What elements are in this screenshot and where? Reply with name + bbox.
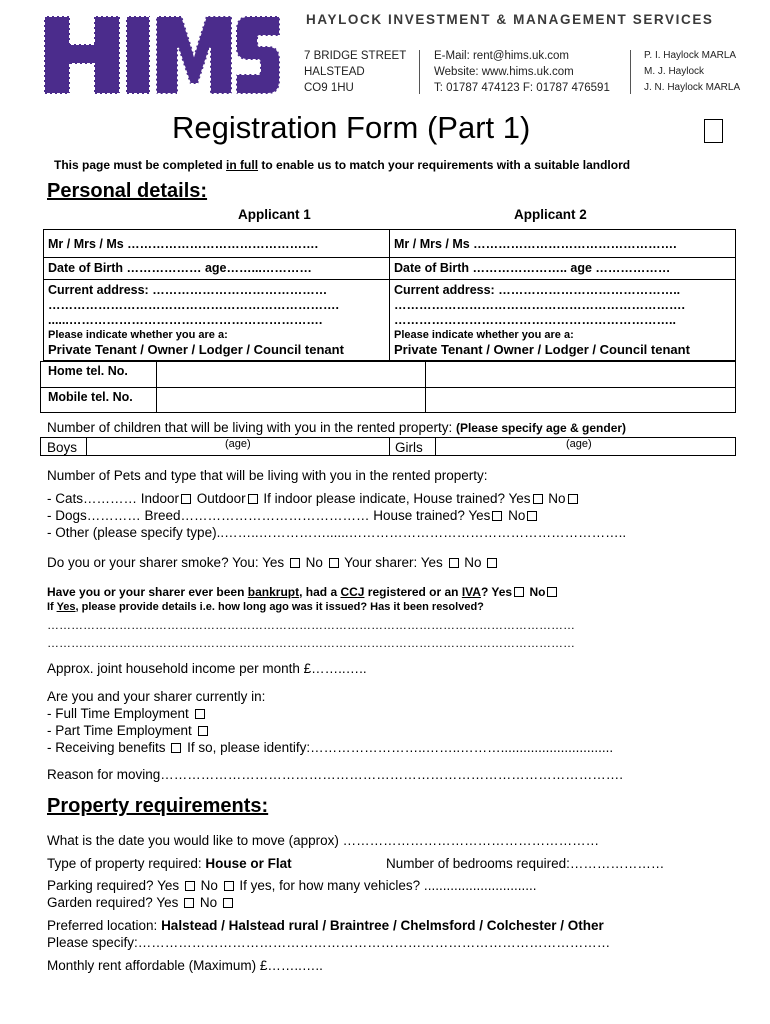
children-question-text: Number of children that will be living with you in the rented property: [47,420,456,435]
monthly-rent-line[interactable]: Monthly rent affordable (Maximum) £……..….. [47,958,323,973]
applicant-2-dob-field[interactable]: Date of Birth ………………….. age ……………… [390,258,736,280]
parking-yes-checkbox[interactable] [185,881,195,891]
cats-trained-no-checkbox[interactable] [568,494,578,504]
location-halstead[interactable]: Halstead [161,918,218,933]
pets-cats-line [47,491,580,506]
sharer-smoke-no-checkbox[interactable] [487,558,497,568]
property-type-line [47,856,292,871]
location-braintree[interactable]: Braintree [329,918,390,933]
dogs-trained-yes-checkbox[interactable] [492,511,502,521]
you-smoke-yes-checkbox[interactable] [290,558,300,568]
parking-no-label: No [196,878,222,893]
smoke-you-label: Do you or your sharer smoke? You: Yes [47,555,288,570]
subtitle [54,158,630,172]
bankrupt-no-label: No [526,585,546,599]
address-line: ……………………………………………………………. [48,298,339,312]
boys-age-hint: (age) [225,438,251,450]
garden-no-label: No [196,895,221,910]
dogs-no-label: No [504,508,526,523]
pets-dogs-line [47,508,539,523]
location-separator: / [475,918,487,933]
personal-details-table [43,229,736,361]
smoke-sharer-label: Your sharer: Yes [340,555,447,570]
outdoor-checkbox[interactable] [248,494,258,504]
children-note: (Please specify age & gender) [455,421,627,435]
pets-question: Number of Pets and type that will be living with you in the rented property: [47,468,488,483]
ccj-word: CCJ [340,585,365,599]
iva-word: IVA [461,585,481,599]
outdoor-label: Outdoor [193,491,246,506]
income-line[interactable]: Approx. joint household income per month £……..….. [47,661,367,676]
cats-label: - Cats………… Indoor [47,491,180,506]
garden-line [47,895,235,910]
children-question [47,420,626,435]
location-separator: / [389,918,401,933]
tenure-prompt: Please indicate whether you are a: [394,329,574,341]
header-divider [630,50,631,94]
applicant-2-address-field[interactable] [390,280,736,361]
children-table [40,437,736,456]
pets-other-line[interactable]: - Other (please specify type)..……..……………......…………………………………………………….. [47,525,627,540]
bankrupt-word: bankrupt [247,585,300,599]
person-2: M. J. Haylock [644,66,705,77]
bankrupt-details-line-2[interactable]: …………………………………………………………………………………………………………………… [47,636,575,650]
address-line: ……………………………………………………………. [394,298,685,312]
bankrupt-no-checkbox[interactable] [547,587,557,597]
address-line: ......……………………………………………………. [48,313,323,327]
bankrupt-details-line-1[interactable]: …………………………………………………………………………………………………………………… [47,618,575,632]
smoke-line [47,555,499,570]
garden-yes-checkbox[interactable] [184,898,194,908]
subtitle-emphasis: in full [226,158,259,172]
personal-details-heading: Personal details: [47,180,208,202]
location-separator: / [217,918,229,933]
dogs-trained-no-checkbox[interactable] [527,511,537,521]
garden-no-checkbox[interactable] [223,898,233,908]
location-other[interactable]: Other [567,918,604,933]
applicant-1-dob-field[interactable]: Date of Birth ……………… age……...………… [44,258,390,280]
address-line: Current address: …………………………………… [48,283,328,297]
subtitle-text-end: to enable us to match your requirements with a suitable landlord [258,158,631,172]
reason-for-moving-line[interactable]: Reason for moving…………………………………………………………………………………………. [47,767,624,782]
tenure-prompt: Please indicate whether you are a: [48,329,228,341]
children-col-divider [389,438,390,455]
benefits-label: - Receiving benefits [47,740,170,755]
applicant-1-header: Applicant 1 [238,207,311,222]
location-chelmsford[interactable]: Chelmsford [400,918,476,933]
details-yes-word: Yes [56,601,76,613]
part-time-label: - Part Time Employment [47,723,196,738]
full-time-checkbox[interactable] [195,709,205,719]
bankrupt-question [47,585,559,599]
bankrupt-text: Have you or your sharer ever been [47,585,248,599]
header-divider [419,50,420,94]
address-line-3: CO9 1HU [304,82,354,94]
move-date-line[interactable]: What is the date you would like to move (approx) ………………………………………………… [47,833,600,848]
applicant-1-home-tel-field[interactable] [157,362,424,387]
employment-question: Are you and your sharer currently in: [47,689,266,704]
full-time-label: - Full Time Employment [47,706,193,721]
phone-line: T: 01787 474123 F: 01787 476591 [434,82,610,94]
mobile-tel-label: Mobile tel. No. [48,390,133,404]
bedrooms-line[interactable]: Number of bedrooms required:………………… [386,856,665,871]
smoke-no-label: No [301,555,327,570]
tenure-options[interactable]: Private Tenant / Owner / Lodger / Council tenant [394,342,690,357]
tenure-options[interactable]: Private Tenant / Owner / Lodger / Council tenant [48,342,344,357]
bankrupt-details-prompt [47,601,484,613]
boys-field[interactable] [87,438,388,455]
address-line: ………………………………………………………….. [394,313,676,327]
location-separator: / [318,918,330,933]
bankrupt-text: , had a [299,585,341,599]
phone-table [40,361,736,413]
location-label: Preferred location: [47,918,162,933]
location-specify-line[interactable]: Please specify:…………………………………………………………………………………………… [47,935,611,950]
details-text: If [47,601,57,613]
email-line: E-Mail: rent@hims.uk.com [434,50,570,62]
property-type-label: Type of property required: [47,856,206,871]
title-checkbox[interactable] [704,119,723,143]
you-smoke-no-checkbox[interactable] [329,558,339,568]
applicant-2-header: Applicant 2 [514,207,587,222]
benefits-line [47,740,613,755]
applicant-1-address-field[interactable] [44,280,390,361]
dogs-label: - Dogs………… Breed…………………………………… House trained? Yes [47,508,491,523]
girls-field[interactable] [436,438,735,455]
location-colchester[interactable]: Colchester [486,918,557,933]
bankrupt-yes-checkbox[interactable] [514,587,524,597]
boys-label: Boys [47,440,78,455]
details-text: , please provide details i.e. how long ago was it issued? Has it been resolved? [75,601,484,613]
page-title: Registration Form (Part 1) [172,110,531,145]
cats-no-label: No [544,491,566,506]
preferred-location-line [47,918,604,933]
girls-label: Girls [395,440,423,455]
cats-trained-label: If indoor please indicate, House trained? Yes [259,491,531,506]
person-1: P. I. Haylock MARLA [644,50,737,61]
applicant-2-home-tel-field[interactable] [426,362,735,387]
address-line: Current address: …………………………………….. [394,283,681,297]
garden-label: Garden required? Yes [47,895,183,910]
location-separator: / [556,918,568,933]
address-line-1: 7 BRIDGE STREET [304,50,407,62]
applicant-2-mobile-tel-field[interactable] [426,388,735,412]
hims-logo [42,14,282,96]
sharer-no-label: No [460,555,486,570]
applicant-2-name-field[interactable]: Mr / Mrs / Ms …………………………………………. [390,230,736,258]
applicant-1-name-field[interactable]: Mr / Mrs / Ms ………………………………………. [44,230,390,258]
company-name: HAYLOCK INVESTMENT & MANAGEMENT SERVICES [306,12,714,27]
location-halstead-rural[interactable]: Halstead rural [228,918,319,933]
cats-trained-yes-checkbox[interactable] [533,494,543,504]
part-time-checkbox[interactable] [198,726,208,736]
address-line-2: HALSTEAD [304,66,365,78]
benefits-checkbox[interactable] [171,743,181,753]
vehicles-field[interactable]: If yes, for how many vehicles? .............................. [235,878,537,893]
parking-line [47,878,536,893]
website-line: Website: www.hims.uk.com [434,66,574,78]
parking-label: Parking required? Yes [47,878,183,893]
full-time-line [47,706,207,721]
sharer-smoke-yes-checkbox[interactable] [449,558,459,568]
indoor-checkbox[interactable] [181,494,191,504]
girls-age-hint: (age) [566,438,592,450]
bankrupt-yes-label: ? Yes [480,585,513,599]
property-type-options[interactable]: House or Flat [205,856,292,871]
home-tel-label: Home tel. No. [48,364,128,378]
property-requirements-heading: Property requirements: [47,795,269,817]
person-3: J. N. Haylock MARLA [644,82,741,93]
applicant-1-mobile-tel-field[interactable] [157,388,424,412]
bankrupt-text: registered or an [364,585,462,599]
parking-no-checkbox[interactable] [224,881,234,891]
part-time-line [47,723,210,738]
subtitle-text: This page must be completed [54,158,227,172]
benefits-identify-field[interactable]: If so, please identify:……………………..……..……….............................. [183,740,614,755]
